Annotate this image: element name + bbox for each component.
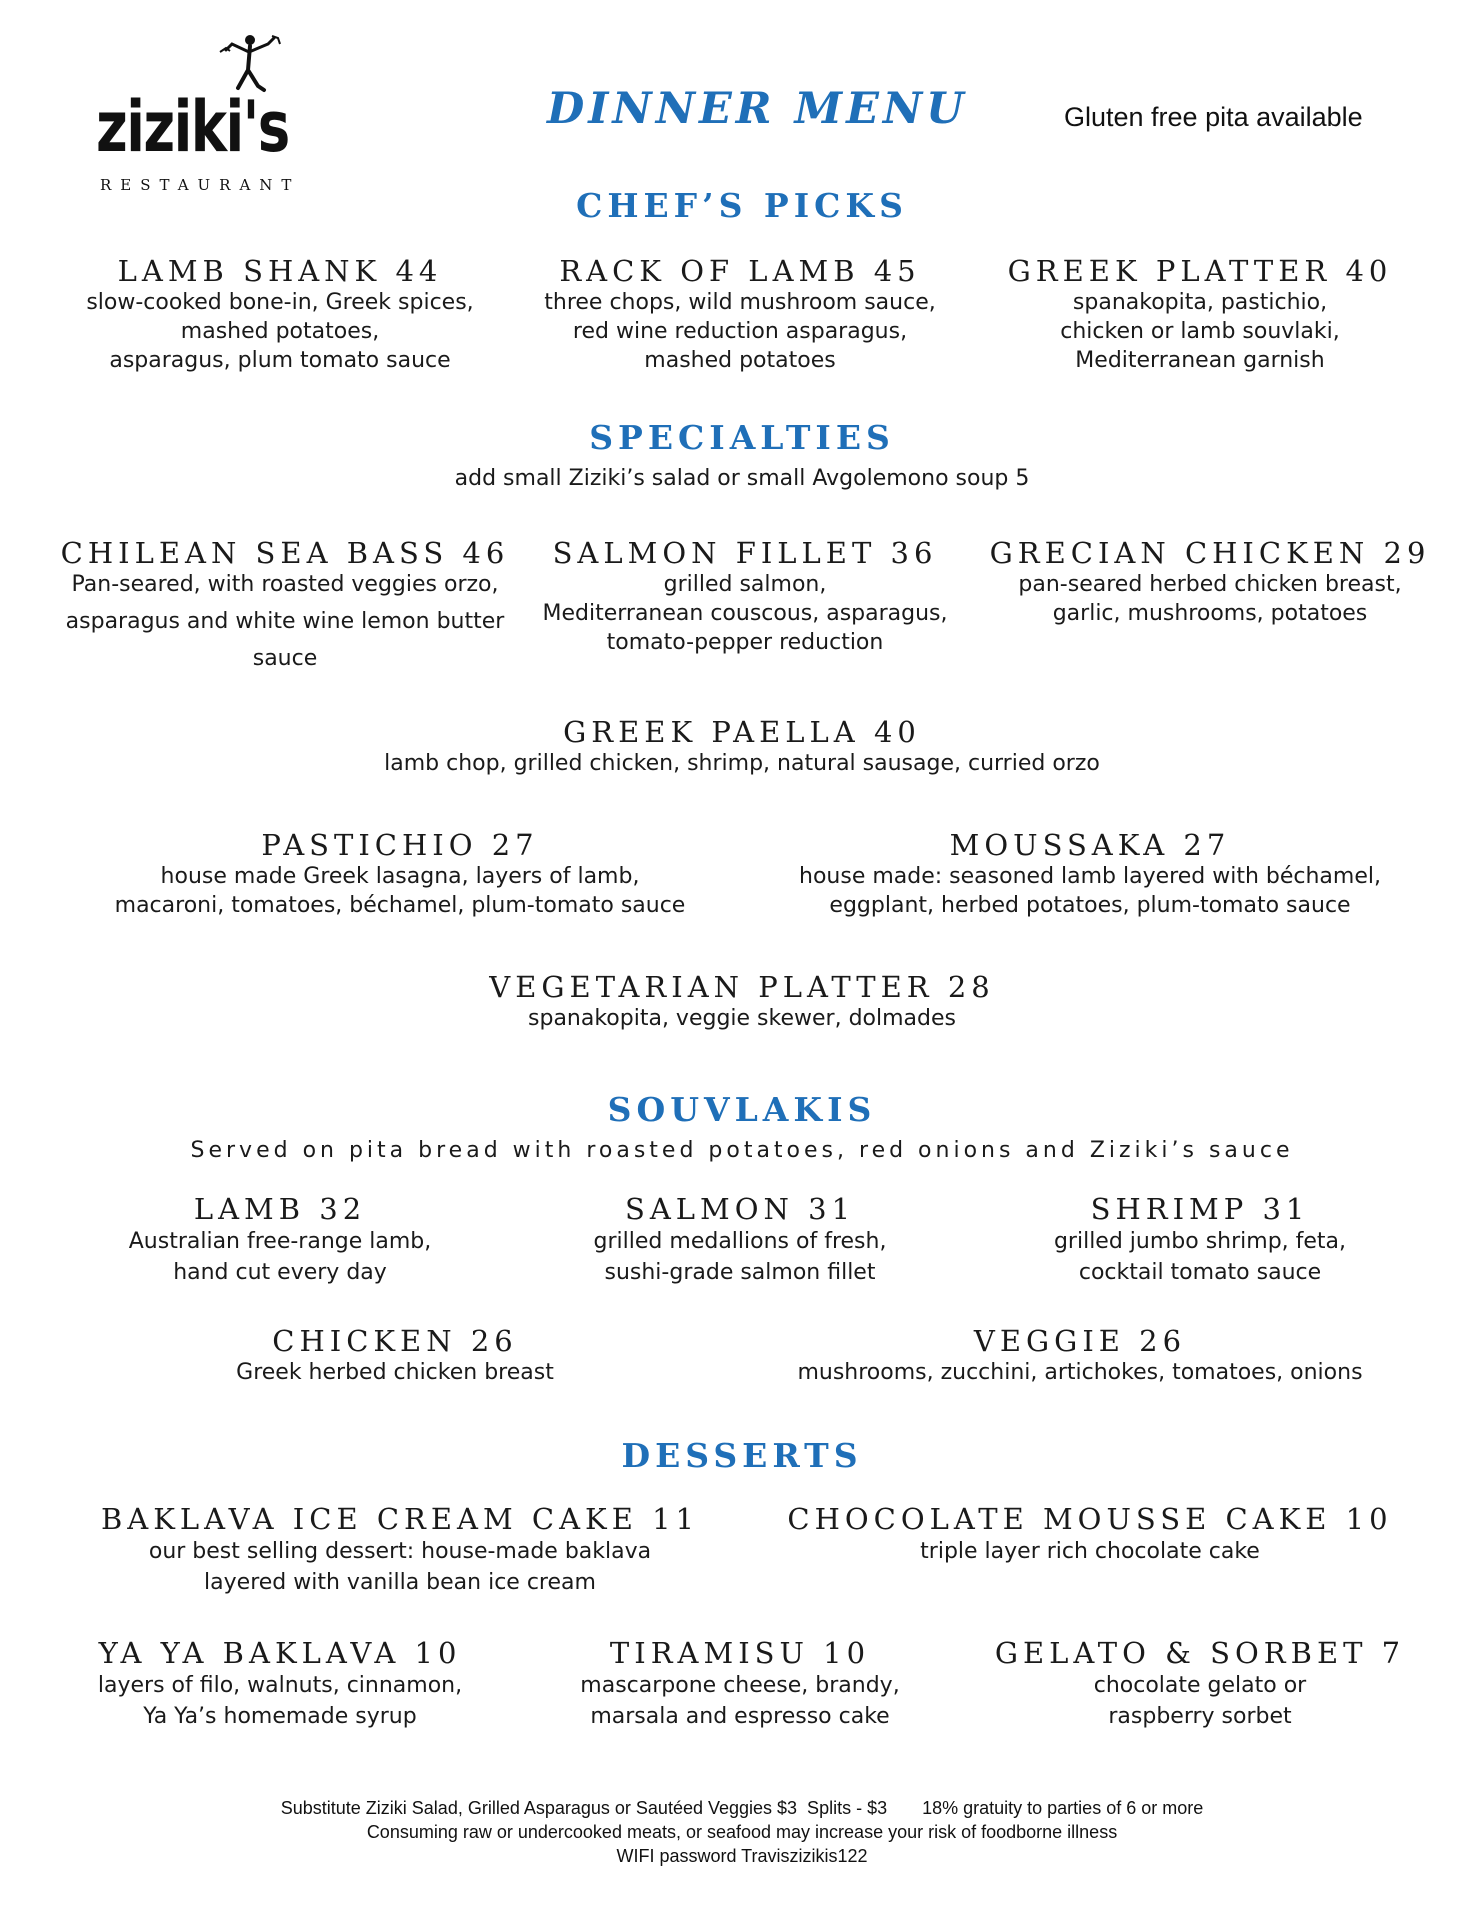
menu-item-souvlaki-salmon: [520, 1192, 960, 1288]
item-description: chocolate gelato or raspberry sorbet: [1093, 1673, 1307, 1729]
item-description: house made Greek lasagna, layers of lamb, macaroni, tomatoes, béchamel, plum-tomato sauce: [114, 864, 686, 918]
menu-item-souvlaki-chicken: [150, 1324, 640, 1387]
menu-item-ya-ya-baklava: [60, 1636, 500, 1732]
item-description: layers of filo, walnuts, cinnamon, Ya Ya’s homemade syrup: [97, 1673, 463, 1729]
menu-item-souvlaki-shrimp: [980, 1192, 1420, 1288]
item-name: LAMB SHANK 44: [117, 254, 443, 288]
item-name: GELATO & SORBET 7: [994, 1636, 1406, 1670]
menu-item-rack-of-lamb: [500, 254, 980, 375]
item-description: house made: seasoned lamb layered with béchamel, eggplant, herbed potatoes, plum-tomato sauce: [799, 864, 1381, 918]
item-description: spanakopita, veggie skewer, dolmades: [528, 1006, 956, 1031]
menu-item-souvlaki-veggie: [760, 1324, 1400, 1387]
item-name: PASTICHIO 27: [261, 828, 539, 862]
footer-substitutions: Substitute Ziziki Salad, Grilled Asparagus or Sautéed Veggies $3 Splits - $3 18% gratuity to parties of 6 or more: [280, 1798, 1204, 1818]
menu-item-vegetarian-platter: [0, 970, 1484, 1033]
item-name: RACK OF LAMB 45: [559, 254, 921, 288]
gluten-free-note: Gluten free pita available: [1064, 102, 1363, 132]
menu-item-chilean-sea-bass: [40, 536, 530, 677]
menu-item-pastichio: [80, 828, 720, 920]
menu-item-tiramisu: [520, 1636, 960, 1732]
footer: [0, 1796, 1484, 1868]
item-name: VEGETARIAN PLATTER 28: [489, 970, 995, 1004]
item-name: SALMON FILLET 36: [552, 536, 938, 570]
item-description: slow-cooked bone-in, Greek spices, mashed potatoes, asparagus, plum tomato sauce: [86, 290, 474, 373]
logo-subtitle: RESTAURANT: [100, 176, 301, 194]
specialties-note: add small Ziziki’s salad or small Avgolemono soup 5: [454, 466, 1030, 491]
item-description: spanakopita, pastichio, chicken or lamb souvlaki, Mediterranean garnish: [1060, 290, 1340, 373]
footer-health-warning: Consuming raw or undercooked meats, or seafood may increase your risk of foodborne illness: [366, 1822, 1118, 1842]
item-description: our best selling dessert: house-made baklava layered with vanilla bean ice cream: [148, 1539, 652, 1595]
section-souvlakis: SOUVLAKIS: [607, 1090, 877, 1129]
item-description: grilled jumbo shrimp, feta, cocktail tomato sauce: [1053, 1229, 1347, 1285]
item-description: Pan-seared, with roasted veggies orzo, asparagus and white wine lemon butter sauce: [65, 572, 505, 671]
item-name: YA YA BAKLAVA 10: [98, 1636, 462, 1670]
item-description: grilled salmon, Mediterranean couscous, asparagus, tomato-pepper reduction: [542, 572, 948, 655]
menu-item-lamb-shank: [40, 254, 520, 375]
item-name: MOUSSAKA 27: [949, 828, 1231, 862]
item-description: Greek herbed chicken breast: [236, 1360, 554, 1385]
menu-item-chocolate-mousse-cake: [770, 1502, 1410, 1567]
item-name: GREEK PAELLA 40: [563, 715, 921, 749]
item-description: lamb chop, grilled chicken, shrimp, natural sausage, curried orzo: [384, 751, 1100, 776]
item-name: SALMON 31: [624, 1192, 856, 1226]
menu-item-souvlaki-lamb: [60, 1192, 500, 1288]
item-description: grilled medallions of fresh, sushi-grade salmon fillet: [593, 1229, 887, 1285]
menu-item-baklava-ice-cream-cake: [80, 1502, 720, 1598]
section-chefs-picks: CHEF’S PICKS: [576, 186, 908, 225]
page-title: DINNER MENU: [547, 84, 968, 134]
menu-item-salmon-fillet: [500, 536, 990, 657]
item-description: mascarpone cheese, brandy, marsala and espresso cake: [580, 1673, 900, 1729]
item-name: CHICKEN 26: [272, 1324, 518, 1358]
souvlakis-note: Served on pita bread with roasted potatoes, red onions and Ziziki’s sauce: [190, 1138, 1294, 1163]
item-name: BAKLAVA ICE CREAM CAKE 11: [101, 1502, 699, 1536]
item-name: CHOCOLATE MOUSSE CAKE 10: [787, 1502, 1393, 1536]
item-description: mushrooms, zucchini, artichokes, tomatoes, onions: [797, 1360, 1363, 1385]
item-name: GREEK PLATTER 40: [1007, 254, 1393, 288]
menu-item-moussaka: [770, 828, 1410, 920]
item-description: Australian free-range lamb, hand cut every day: [128, 1229, 432, 1285]
item-description: pan-seared herbed chicken breast, garlic, mushrooms, potatoes: [1018, 572, 1402, 626]
restaurant-logo: [96, 30, 306, 200]
menu-item-gelato-sorbet: [980, 1636, 1420, 1732]
menu-item-grecian-chicken: [960, 536, 1460, 628]
item-name: CHILEAN SEA BASS 46: [60, 536, 510, 570]
item-name: TIRAMISU 10: [609, 1636, 871, 1670]
item-description: three chops, wild mushroom sauce, red wine reduction asparagus, mashed potatoes: [544, 290, 936, 373]
menu-item-greek-platter: [960, 254, 1440, 375]
item-name: SHRIMP 31: [1090, 1192, 1310, 1226]
section-desserts: DESSERTS: [621, 1436, 863, 1475]
menu-item-greek-paella: [0, 715, 1484, 778]
item-name: LAMB 32: [193, 1192, 367, 1226]
logo-wordmark: ziziki's: [96, 86, 289, 168]
footer-wifi: WIFI password Traviszizikis122: [616, 1846, 868, 1866]
section-specialties: SPECIALTIES: [589, 418, 895, 457]
item-description: triple layer rich chocolate cake: [920, 1539, 1260, 1564]
item-name: VEGGIE 26: [973, 1324, 1187, 1358]
item-name: GRECIAN CHICKEN 29: [989, 536, 1431, 570]
